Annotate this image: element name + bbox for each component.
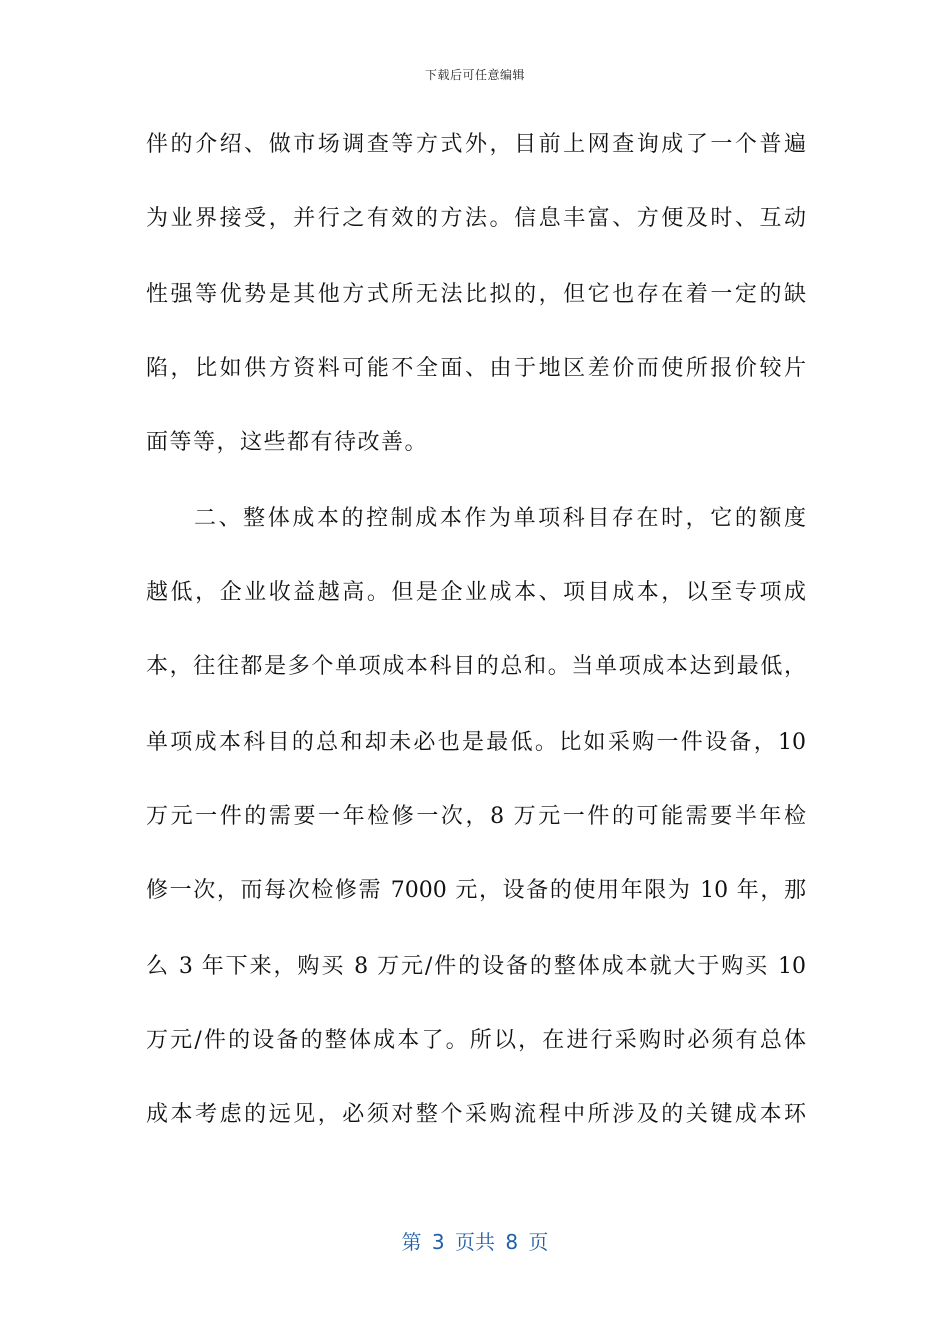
text-line: 万元/件的设备的整体成本了。所以，在进行采购时必须有总体	[146, 1028, 806, 1053]
page-header: 下载后可任意编辑	[424, 68, 525, 82]
paragraph-first-line: 二、整体成本的控制成本作为单项科目存在时，它的额度	[194, 506, 806, 531]
text-line: 为业界接受，并行之有效的方法。信息丰富、方便及时、互动	[146, 206, 806, 231]
text-line: 本，往往都是多个单项成本科目的总和。当单项成本达到最低，	[146, 654, 806, 679]
text-line: 万元一件的需要一年检修一次，8 万元一件的可能需要半年检	[146, 804, 806, 829]
text-line: 性强等优势是其他方式所无法比拟的，但它也存在着一定的缺	[146, 282, 806, 307]
text-line: 修一次，而每次检修需 7000 元，设备的使用年限为 10 年，那	[146, 878, 806, 903]
text-line: 越低，企业收益越高。但是企业成本、项目成本，以至专项成	[146, 580, 806, 605]
text-line: 伴的介绍、做市场调查等方式外，目前上网查询成了一个普遍	[146, 132, 806, 157]
text-line: 么 3 年下来，购买 8 万元/件的设备的整体成本就大于购买 10	[146, 954, 806, 979]
text-line: 成本考虑的远见，必须对整个采购流程中所涉及的关键成本环	[146, 1102, 806, 1127]
text-line: 面等等，这些都有待改善。	[146, 430, 429, 455]
text-line: 陷，比如供方资料可能不全面、由于地区差价而使所报价较片	[146, 356, 806, 381]
page-number-footer: 第 3 页共 8 页	[401, 1230, 549, 1254]
text-line: 单项成本科目的总和却未必也是最低。比如采购一件设备，10	[146, 730, 806, 755]
